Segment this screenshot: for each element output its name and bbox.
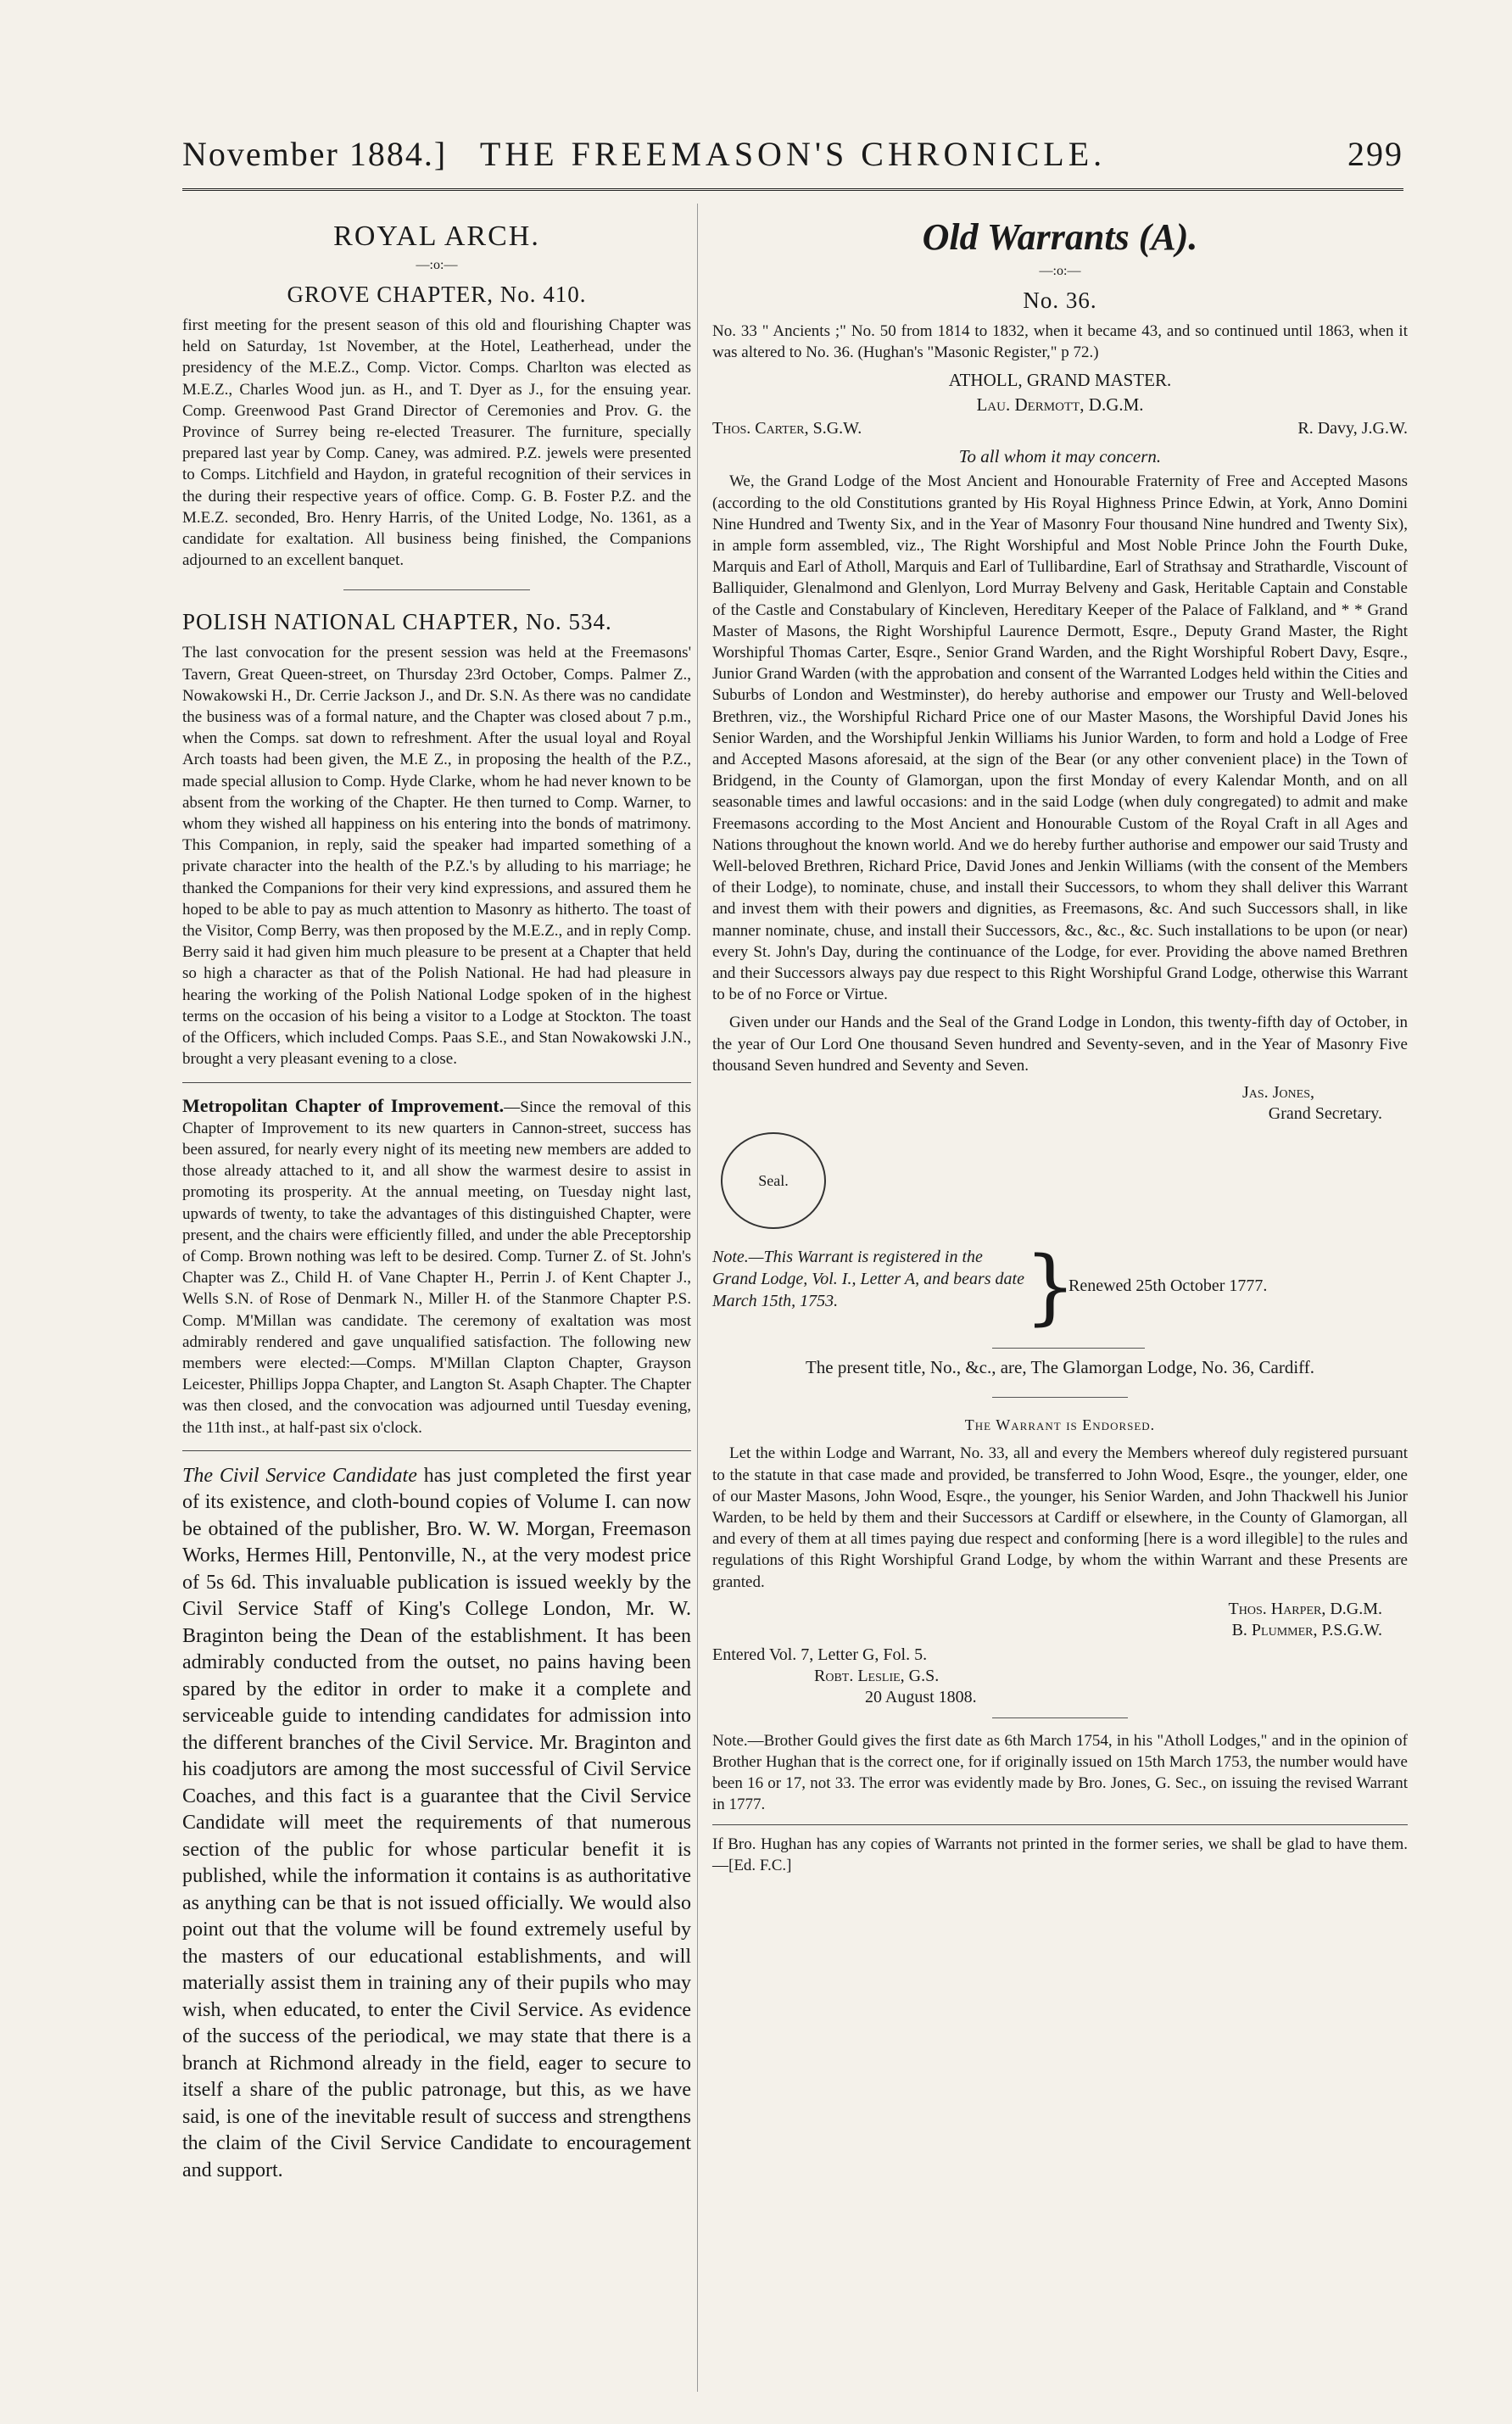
grove-chapter-title: GROVE CHAPTER, No. 410.	[287, 282, 587, 307]
warrant-number: No. 36.	[1023, 288, 1097, 313]
civil-service-text: has just completed the first year of its existence, and cloth-bound copies of Volume I. can now be obtained of the publisher, Bro. W. W. Morgan, Freemason Works, Hermes Hill, Pentonville, N., at the very modest price of 5s 6d. This invaluable publication is issued weekly by the Civil Service Staff of King's College London, Mr. W. Braginton being the Dean of the establishment. It has been admirably conducted from the outset, no pains having been spared by the editor in order to make it a complete and serviceable guide to intending candidates for admission into the different branches of the Civil Service. Mr. Braginton and his coadjutors are among the most successful of Civil Service Coaches, and this fact is a guarantee that the Civil Service Candidate will meet the requirements of that numerous section of the public for whose particular benefit it is published, while the information it contains is as authoritative as anything can be that is not issued officially. We would also point out that the volume will be found extremely useful by the masters of our educational establishments, and will materially assist them in training any of their pupils who may wish, when educated, to enter the Civil Service. As evidence of the success of the periodical, we may state that there is a branch at Richmond already in the field, eager to secure to itself a share of the public patronage, but this, as we have said, is one of the inevitable result of success and strengthens the claim of the Civil Service Candidate to encouragement and support.	[182, 1464, 692, 2181]
plummer-signature: B. Plummer, P.S.G.W.	[1231, 1620, 1382, 1639]
date-1808: 20 August 1808.	[865, 1687, 977, 1706]
endorsed-text: Let the within Lodge and Warrant, No. 33, all and every the Members whereof duly registered pursuant to the statute in that case made and provided, be transferred to John Wood, Esqre., the younger, elder, one of our Master Masons, John Wood, Esqre., the younger, his Senior Warden, and John Thackwell his Junior Warden, to be held by them and their Successors at Cardiff or elsewhere, in the County of Glamorgan, all and every of them at all times paying due respect and conforming [here is a word illegible] to the rules and regulations of this Right Worshipful Grand Lodge, by whom the within Warrant and these Presents are granted.	[712, 1444, 1408, 1591]
grand-master: ATHOLL, GRAND MASTER.	[948, 370, 1172, 391]
brace-glyph: }	[1024, 1239, 1077, 1335]
seal-label: Seal.	[758, 1171, 789, 1189]
header-masthead: THE FREEMASON'S CHRONICLE.	[479, 135, 1107, 173]
page-header	[182, 134, 1403, 185]
civil-service-lead: The Civil Service Candidate	[182, 1464, 417, 1487]
grand-secretary-title: Grand Secretary.	[1268, 1104, 1382, 1124]
article-rule	[343, 589, 530, 590]
separator: —:o:—	[1039, 264, 1081, 278]
entered-line: Entered Vol. 7, Letter G, Fol. 5.	[712, 1645, 928, 1664]
senior-grand-warden: Thos. Carter, S.G.W.	[712, 419, 862, 438]
article-rule	[712, 1824, 1408, 1825]
leslie-signature: Robt. Leslie, G.S.	[814, 1666, 940, 1685]
page-number: 299	[1347, 135, 1403, 173]
registration-note	[712, 1239, 1408, 1339]
left-column	[182, 212, 691, 2184]
old-warrants-title: Old Warrants (A).	[922, 216, 1198, 258]
royal-arch-title: ROYAL ARCH.	[333, 221, 540, 252]
article-rule	[992, 1717, 1128, 1718]
seal-circle	[721, 1132, 826, 1229]
polish-chapter-text: The last convocation for the present session was held at the Freemasons' Tavern, Great Queen-street, on Thursday 23rd October, Comps. Palmer Z., Nowakowski H., Dr. Cerrie Jackson J., and Dr. S.N. As there was no candidate the business was of a formal nature, and the Chapter was closed about 7 p.m., when the Comps. sat down to refreshment. After the usual loyal and Royal Arch toasts had been given, the M.E Z., in proposing the health of the P.Z., made special allusion to Comp. Hyde Clarke, whom he had never known to be absent from the working of the Chapter. He then turned to Comp. Warner, to whom they wished all happiness on his entering into the bonds of matrimony. This Companion, in reply, said the speaker had imparted something of a private character into the health of the P.Z.'s by alluding to his marriage; he thanked the Companions for their very kind expressions, and assured them he hoped to be able to pay as much attention to Masonry as hitherto. The toast of the Visitor, Comp Berry, was then proposed by the M.E.Z., and in reply Comp. Berry said it had given him much pleasure to be present at a Chapter that held so high a character as that of the Polish National. He had had pleasure in hearing the working of the Polish National Lodge spoken of in the highest terms on the occasion of his being a visitor to a Lodge at Stockton. The toast of the Officers, which included Comps. Paas S.E., and Stan Nowakowski J.N., brought a very pleasant evening to a close.	[182, 644, 691, 1069]
seal-area	[712, 1132, 1408, 1234]
to-all-line: To all whom it may concern.	[958, 446, 1162, 467]
metropolitan-chapter-text: —Since the removal of this Chapter of Improvement to its new quarters in Cannon-street, success has been assured, for nearly every night of its meeting new members are added to those already attached to it, and all show the warmest desire to assist in promoting its prosperity. At the annual meeting, on Tuesday night last, upwards of twenty, to take the advantages of this distinguished Chapter, were present, and the chairs were efficiently filled, and under the able Preceptorship of Comp. Brown nothing was left to be desired. Comp. Turner Z. of St. John's Chapter was Z., Child H. of Vane Chapter H., Perrin J. of Kent Chapter J., Wells S.N. of Rose of Denmark N., Miller H. of the Stanmore Chapter P.S. Comp. M'Millan was candidate. The ceremony of exaltation was most admirably rendered and gave unqualified satisfaction. The following new members were elected:—Comps. M'Millan Clapton Chapter, Grayson Leicester, Phillips Joppa Chapter, and Langton St. Asaph Chapter. The Chapter was then closed, and the convocation was adjourned until Tuesday evening, the 11th inst., at half-past six o'clock.	[182, 1098, 691, 1437]
grand-secretary-name: Jas. Jones,	[1241, 1083, 1314, 1103]
junior-grand-warden: R. Davy, J.G.W.	[1297, 419, 1408, 438]
grand-wardens	[712, 419, 1408, 443]
warrant-intro: No. 33 " Ancients ;" No. 50 from 1814 to 1832, when it became 43, and so continued until 1863, when it was altered to No. 36. (Hughan's "Masonic Register," p 72.)	[712, 322, 1408, 362]
warrant-text: We, the Grand Lodge of the Most Ancient and Honourable Fraternity of Free and Accepted Masons (according to the old Constitutions granted by His Royal Highness Prince Edwin, at York, Anno Domini Nine Hundred and Twenty Six, and in the Year of Masonry Four thousand Nine hundred and Twenty Six), in ample form assembled, viz., The Right Worshipful and Most Noble Prince John the Fourth Duke, Marquis and Earl of Atholl, Marquis and Earl of Tullibardine, Earl of Strathsay and Strathardle, Viscount of Balliquider, Glenalmond and Glenlyon, Lord Murray Belveny and Gask, Heritable Captain and Constable of the Castle and Constabulary of Kincleven, Hereditary Keeper of the Palace of Falkland, and * * Grand Master of Masons, the Right Worshipful Laurence Dermott, Esqre., Deputy Grand Master, the Right Worshipful Thomas Carter, Esqre., Senior Grand Warden, and the Right Worshipful Robert Davy, Esqre., Junior Grand Warden (with the approbation and consent of the Warranted Lodges held within the Cities and Suburbs of London and Westminster), do hereby authorise and empower our Trusty and Well-beloved Brethren, viz., the Worshipful Richard Price one of our Master Masons, the Worshipful David Jones his Senior Warden, and the Worshipful Jenkin Williams his Junior Warden, to form and hold a Lodge of Free and Accepted Masons aforesaid, at the sign of the Bear (or any other convenient place) in the Town of Bridgend, in the County of Glamorgan, upon the first Monday of every Kalendar Month, and on all seasonable times and lawful occasions: and in the said Lodge (when duly congregated) to admit and make Freemasons according to the Most Ancient and Honourable Custom of the Royal Craft in all Ages and Nations throughout the known world. And we do hereby further authorise and empower our said Trusty and Well-beloved Brethren, Richard Price, David Jones and Jenkin Williams (with the consent of the Members of their Lodge), to nominate, chuse, and install their Successors, to whom they shall deliver this Warrant and invest them with their powers and dignities, as Freemasons, &c. And such Successors shall, in like manner nominate, chuse, and install their Successors, &c., &c., &c. Such installations to be upon (or near) every St. John's Day, during the continuance of the Lodge, for ever. Providing the above named Brethren and their Successors always pay due respect to this Right Worshipful Grand Lodge, otherwise this Warrant to be of no Force or Virtue.	[712, 472, 1408, 1004]
right-column	[712, 212, 1408, 1883]
warrant-given: Given under our Hands and the Seal of the Grand Lodge in London, this twenty-fifth day of October, in the year of Our Lord One thousand Seven hundred and Seventy-seven, and in the Year of Masonry Five thousand Seven hundred and Seventy and Seven.	[712, 1014, 1408, 1075]
deputy-grand-master: Lau. Dermott, D.G.M.	[976, 394, 1144, 416]
polish-chapter-title: POLISH NATIONAL CHAPTER, No. 534.	[182, 609, 612, 635]
column-divider	[697, 204, 698, 2392]
civil-service-article	[182, 1463, 691, 2185]
registration-note-text: Note.—This Warrant is registered in the Grand Lodge, Vol. I., Letter A, and bears date March 15th, 1753.	[712, 1248, 1024, 1311]
endorsed-title: The Warrant is Endorsed.	[964, 1416, 1156, 1434]
header-date: November 1884.]	[182, 135, 448, 173]
renewal-date: Renewed 25th October 1777.	[1068, 1276, 1268, 1296]
article-rule	[182, 1082, 691, 1083]
gould-note: Note.—Brother Gould gives the first date as 6th March 1754, in his "Atholl Lodges," and in the opinion of Brother Hughan that is the correct one, for if originally issued on 15th March 1753, the number would have been 16 or 17, not 33. The error was evidently made by Bro. Jones, G. Sec., on issuing the revised Warrant in 1777.	[712, 1731, 1408, 1814]
header-rule	[182, 188, 1403, 191]
metropolitan-chapter-lead: Metropolitan Chapter of Improvement.	[182, 1094, 505, 1116]
metropolitan-chapter-article	[182, 1095, 691, 1438]
article-rule	[182, 1450, 691, 1451]
grove-chapter-text: first meeting for the present season of this old and flourishing Chapter was held on Saturday, 1st November, at the Hotel, Leatherhead, under the presidency of the M.E.Z., Comp. Victor. Comps. Charlton was elected as M.E.Z., Charles Wood jun. as H., and T. Dyer as J., for the ensuing year. Comp. Greenwood Past Grand Director of Ceremonies and Prov. G. the Province of Surrey being re-elected Treasurer. The furniture, specially prepared last year by Comp. Caney, was admired. P.Z. jewels were presented to Comps. Litchfield and Haydon, in grateful recognition of their services in the during their respective years of office. Comp. G. B. Foster P.Z. and the M.E.Z. seconded, Bro. Henry Harris, of the United Lodge, No. 1361, as a candidate for exaltation. All business being finished, the Companions adjourned to an excellent banquet.	[182, 316, 691, 570]
separator: —:o:—	[416, 258, 458, 272]
present-title: The present title, No., &c., are, The Glamorgan Lodge, No. 36, Cardiff.	[805, 1357, 1315, 1378]
harper-signature: Thos. Harper, D.G.M.	[1228, 1599, 1382, 1618]
article-rule	[992, 1348, 1145, 1349]
article-rule	[992, 1397, 1128, 1398]
footer-note: If Bro. Hughan has any copies of Warrants not printed in the former series, we shall be glad to have them.—[Ed. F.C.]	[712, 1835, 1408, 1874]
